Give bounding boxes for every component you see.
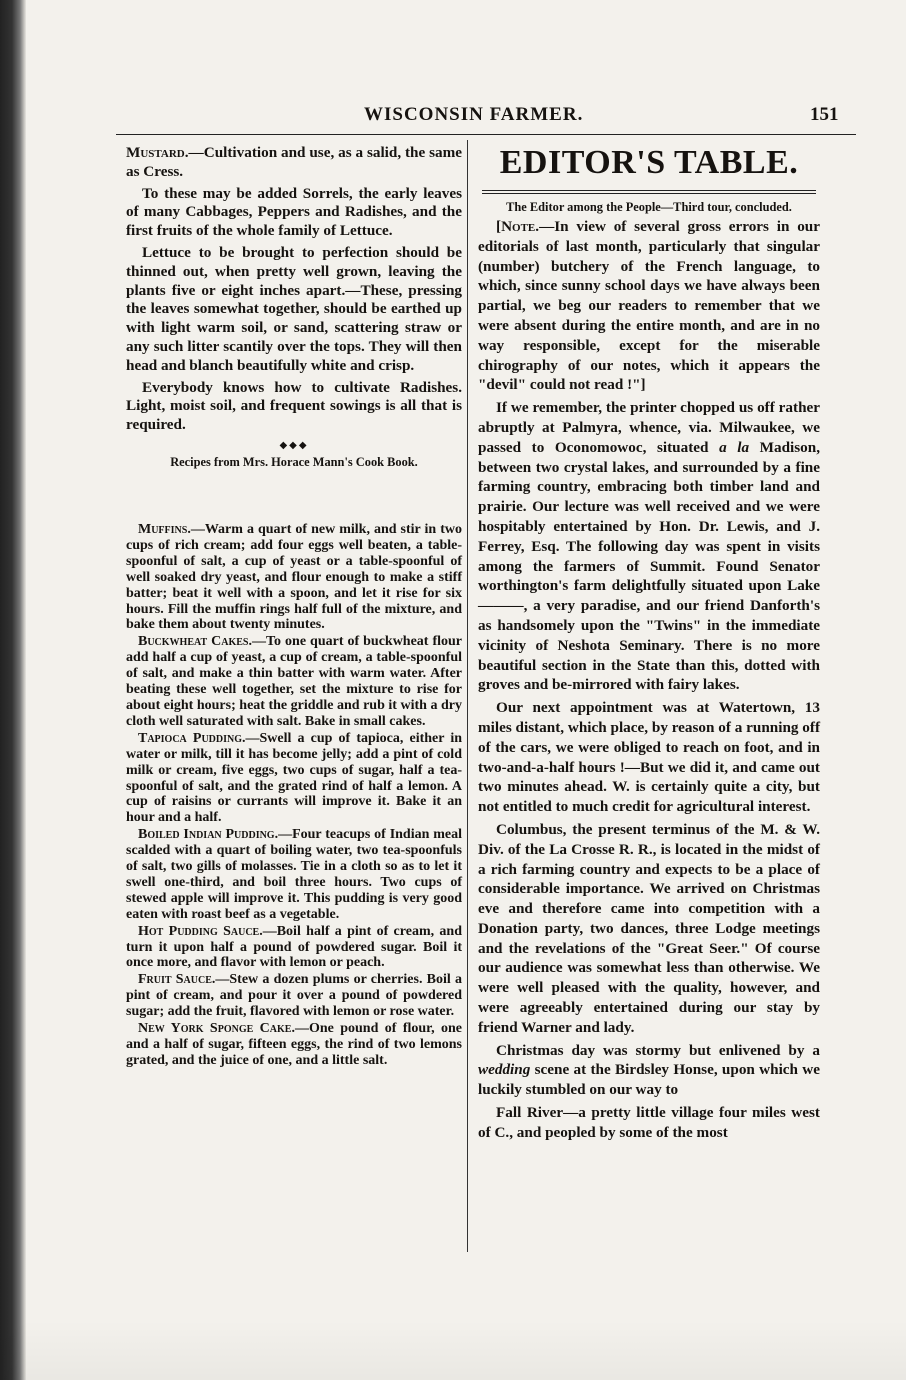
page-number: 151 xyxy=(810,104,839,125)
paragraph-text: —Cultivation and use, as a salid, the same as Cress. xyxy=(126,144,462,180)
column-rule xyxy=(467,140,468,1252)
paragraph-text: scene at the Birdsley Honse, upon which we luckily stumbled on our way to xyxy=(478,1061,821,1099)
recipe-text: —Swell a cup of tapioca, either in water or milk, till it has become jelly; add a pint of cold milk or cream, five eggs, two cups of sugar, half a tea-spoonful of salt, and the grated rind of half a lemon. A cup of raisins or currants will improve it. Bake it an hour and a half. xyxy=(126,730,463,826)
recipe-text: —Stew a dozen plums or cherries. Boil a pint of cream, and pour it over a pound of powdered sugar; add the fruit, flavored with lemon or rose water. xyxy=(126,972,462,1020)
recipe-title: Boiled Indian Pudding. xyxy=(138,827,279,843)
header-rule xyxy=(116,134,856,135)
recipe-title: Tapioca Pudding. xyxy=(138,730,246,746)
title-rule xyxy=(482,190,816,194)
recipe-title: New York Sponge Cake. xyxy=(138,1021,295,1037)
section-separator: ◆◆◆ xyxy=(279,439,309,451)
recipe-title: Hot Pudding Sauce. xyxy=(138,923,263,939)
paragraph-text: Christmas day was stormy but enlivened by a xyxy=(496,1041,820,1059)
recipe-hot-pudding-sauce xyxy=(126,924,462,972)
editor-note xyxy=(478,217,820,395)
run-in-head: Mustard. xyxy=(126,144,189,161)
article-subheading: The Editor among the People—Third tour, concluded. xyxy=(506,200,792,214)
recipe-text: —Four teacups of Indian meal scalded with a quart of boiling water, two tea-spoonfuls of salt, two gills of molasses. Tie in a cloth so as to let it swell one-third, and boil three hours. Two cups of stewed apple will improve it. This pudding is very good eaten with roast beef as a vegetable. xyxy=(126,827,462,922)
recipe-tapioca-pudding xyxy=(126,731,462,826)
recipe-text: —To one quart of buckwheat flour add half a cup of yeast, a cup of cream, a table-spoonful of salt, and make a thin batter with warm water. After beating these well together, set the mixture to rise for about eight hours; heat the griddle and rub it with a dry cloth well saturated with salt. Bake in small cakes. xyxy=(126,634,463,729)
left-column-recipes xyxy=(126,522,462,1070)
paragraph-fall-river: Fall River—a pretty little village four miles west of C., and peopled by some of the most xyxy=(478,1104,820,1141)
section-title: EDITOR'S TABLE. xyxy=(499,144,799,181)
recipe-title: Muffins. xyxy=(138,522,191,537)
italic-phrase: a la xyxy=(719,438,750,456)
paragraph-text: If we remember, the printer chopped us off rather abruptly at Palmyra, whence, via. Milwaukee, we passed to Oconomowoc, situated xyxy=(478,399,820,456)
running-header: WISCONSIN FARMER. xyxy=(364,104,584,125)
paragraph-watertown: Our next appointment was at Watertown, 13 miles distant, which place, by reason of a running off of the cars, we were obliged to reach on foot, and in two-and-a-half hours !—But we did it, and came out two minutes ahead. W. is certainly quite a city, but not entitled to much credit for agricultural interest. xyxy=(478,699,820,816)
note-label: Note. xyxy=(501,218,540,235)
recipe-fruit-sauce xyxy=(126,972,462,1020)
recipe-buckwheat-cakes xyxy=(126,634,462,729)
recipe-text: —Warm a quart of new milk, and stir in two cups of rich cream; add four eggs well beaten, a table-spoonful of salt, a cup of yeast or a table-spoonful of well soaked dry yeast, and flour enough to make a stiff batter; beat it well with a spoon, and let it rise for six hours. Fill the muffin rings half full of the mixture, and bake them about twenty minutes. xyxy=(126,522,462,633)
page-shadow xyxy=(0,1320,906,1380)
paragraph-radishes: Everybody knows how to cultivate Radishes. Light, moist soil, and frequent sowings is all that is required. xyxy=(126,378,462,434)
binding-edge xyxy=(0,0,26,1380)
paragraph-sorrels: To these may be added Sorrels, the early leaves of many Cabbages, Peppers and Radishes, and the first fruits of the whole family of Lettuce. xyxy=(126,184,462,240)
recipe-new-york-sponge-cake xyxy=(126,1021,462,1069)
recipe-text: —Boil half a pint of cream, and turn it upon half a pound of powdered sugar. Boil it once more, and flavor with lemon or peach. xyxy=(126,923,462,971)
recipes-heading: Recipes from Mrs. Horace Mann's Cook Book. xyxy=(170,454,418,469)
italic-word: wedding xyxy=(478,1061,531,1079)
recipe-title: Fruit Sauce. xyxy=(138,972,216,988)
right-column-editors-table xyxy=(478,144,820,1146)
paragraph-oconomowoc xyxy=(478,398,820,695)
note-text: —In view of several gross errors in our editorials of last month, particularly that singular (number) butchery of the French language, to which, since sunny school days we have always been partial, we beg our readers to remember that we were absent during the entire month, and are in no way responsible, except for the miserable chirography of our notes, which it appears the "devil" could not read !"] xyxy=(478,218,820,394)
paragraph-columbus: Columbus, the present terminus of the M. & W. Div. of the La Crosse R. R., is located in the midst of a rich farming country and expects to be a place of considerable importance. We arrived on Christmas eve and therefore came into competition with a Donation party, two dances, three Lodge meetings and the revelations of the "Great Seer." Of course our audience was somewhat less than otherwise. We were well pleased with the quality, however, and were agreeably entertained during our stay by friend Warner and lady. xyxy=(478,820,820,1036)
paragraph-lettuce: Lettuce to be brought to perfection should be thinned out, when pretty well grown, leaving the plants five or eight inches apart.—These, pressing the leaves somewhat together, should be earthed up with light warm soil, or sand, scattering straw or any such litter scantily over the tops. They will then head and blanch beautifully white and crisp. xyxy=(126,243,462,374)
recipe-text: —One pound of flour, one and a half of sugar, fifteen eggs, the rind of two lemons grated, and the juice of one, and a little salt. xyxy=(126,1021,462,1068)
paragraph-text: Madison, between two crystal lakes, and surrounded by a fine farming country, embracing both timber land and prairie. Our lecture was well received and we were hospitably entertained by Hon. Dr. Lewis, and J. Ferrey, Esq. The following day was spent in visits among the farmers of Summit. Found Senator worthington's farm delightfully situated upon Lake ———, a very paradise, and our friend Danforth's as handsomely upon the "Twins" in the immediate vicinity of Neshota Seminary. There is no more beautiful section in the State than this, dotted with groves and be-mirrored with fairy lakes. xyxy=(478,438,820,694)
recipe-boiled-indian-pudding xyxy=(126,827,462,922)
recipe-muffins xyxy=(126,522,462,633)
recipe-title: Buckwheat Cakes. xyxy=(138,634,252,650)
paragraph-christmas xyxy=(478,1041,820,1100)
left-column-garden-notes xyxy=(126,144,462,469)
paragraph-mustard xyxy=(126,144,462,182)
bracket: [ xyxy=(496,218,502,235)
